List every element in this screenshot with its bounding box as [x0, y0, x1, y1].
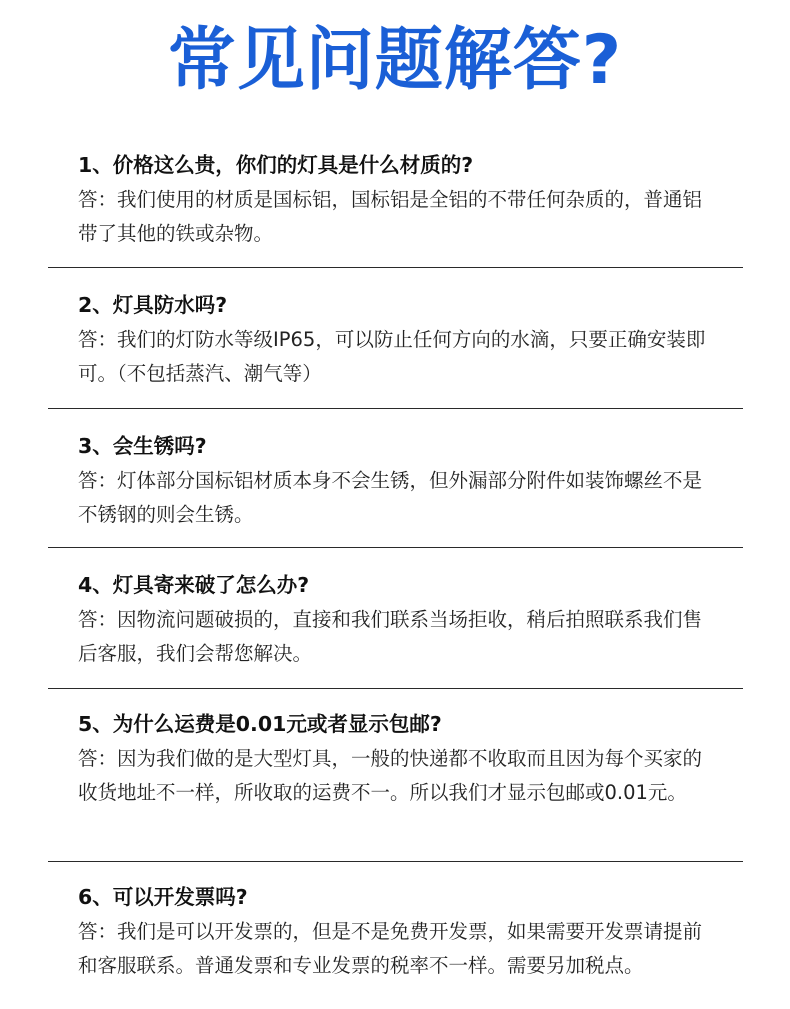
faq-question: 6、可以开发票吗?: [78, 885, 248, 909]
faq-question: 3、会生锈吗?: [78, 434, 207, 458]
faq-answer: 答：我们的灯防水等级IP65，可以防止任何方向的水滴，只要正确安装即可。（不包括蒸汽、潮气等）: [78, 328, 706, 385]
faq-answer: 答：因物流问题破损的，直接和我们联系当场拒收，稍后拍照联系我们售后客服，我们会帮您解决。: [78, 608, 703, 665]
faq-question: 5、为什么运费是0.01元或者显示包邮?: [78, 712, 442, 736]
faq-answer: 答：我们是可以开发票的，但是不是免费开发票，如果需要开发票请提前和客服联系。普通发票和专业发票的税率不一样。需要另加税点。: [78, 920, 703, 977]
page-title: 常见问题解答?: [167, 21, 623, 100]
faq-question: 4、灯具寄来破了怎么办?: [78, 573, 310, 597]
faq-question: 2、灯具防水吗?: [78, 293, 228, 317]
faq-question: 1、价格这么贵，你们的灯具是什么材质的?: [78, 153, 474, 177]
faq-answer: 答：我们使用的材质是国标铝，国标铝是全铝的不带任何杂质的，普通铝带了其他的铁或杂物。: [78, 188, 703, 245]
faq-answer: 答：灯体部分国标铝材质本身不会生锈，但外漏部分附件如装饰螺丝不是不锈钢的则会生锈。: [78, 469, 703, 526]
faq-item-3: [48, 409, 743, 547]
faq-list: [48, 150, 743, 992]
faq-item-5: [48, 689, 743, 861]
faq-item-6: [48, 862, 743, 992]
faq-answer: 答：因为我们做的是大型灯具，一般的快递都不收取而且因为每个买家的收货地址不一样，所收取的运费不一。所以我们才显示包邮或0.01元。: [78, 747, 703, 804]
faq-item-4: [48, 548, 743, 688]
faq-item-2: [48, 268, 743, 408]
faq-item-1: [48, 150, 743, 267]
